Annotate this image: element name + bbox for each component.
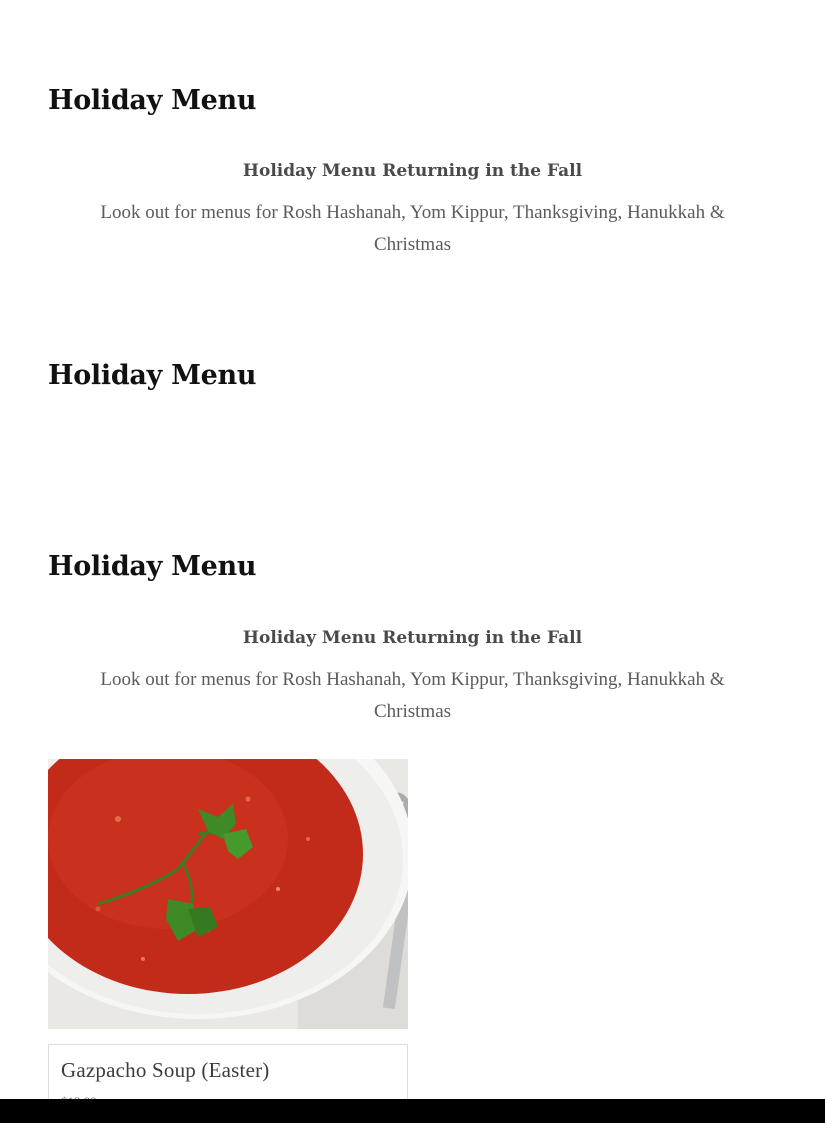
- section-subheading: Holiday Menu Returning in the Fall: [242, 161, 583, 181]
- section-blurb: Look out for menus for Rosh Hashanah, Yom Kippur, Thanksgiving, Hanukkah & Christmas: [100, 669, 725, 722]
- gazpacho-soup-photo[interactable]: [48, 759, 408, 1029]
- holiday-menu-section-3: [48, 550, 777, 728]
- section-title: Holiday Menu: [48, 360, 257, 391]
- menu-item-card[interactable]: [48, 759, 408, 1114]
- menu-item-name[interactable]: Gazpacho Soup (Easter): [61, 1058, 270, 1082]
- section-blurb: Look out for menus for Rosh Hashanah, Yom Kippur, Thanksgiving, Hanukkah & Christmas: [100, 202, 725, 255]
- bottom-bar: [0, 1099, 825, 1123]
- holiday-menu-section-1: [48, 84, 777, 261]
- section-title: Holiday Menu: [48, 551, 257, 582]
- section-title: Holiday Menu: [48, 85, 257, 116]
- section-subheading: Holiday Menu Returning in the Fall: [242, 628, 583, 648]
- holiday-menu-section-2: [48, 359, 777, 393]
